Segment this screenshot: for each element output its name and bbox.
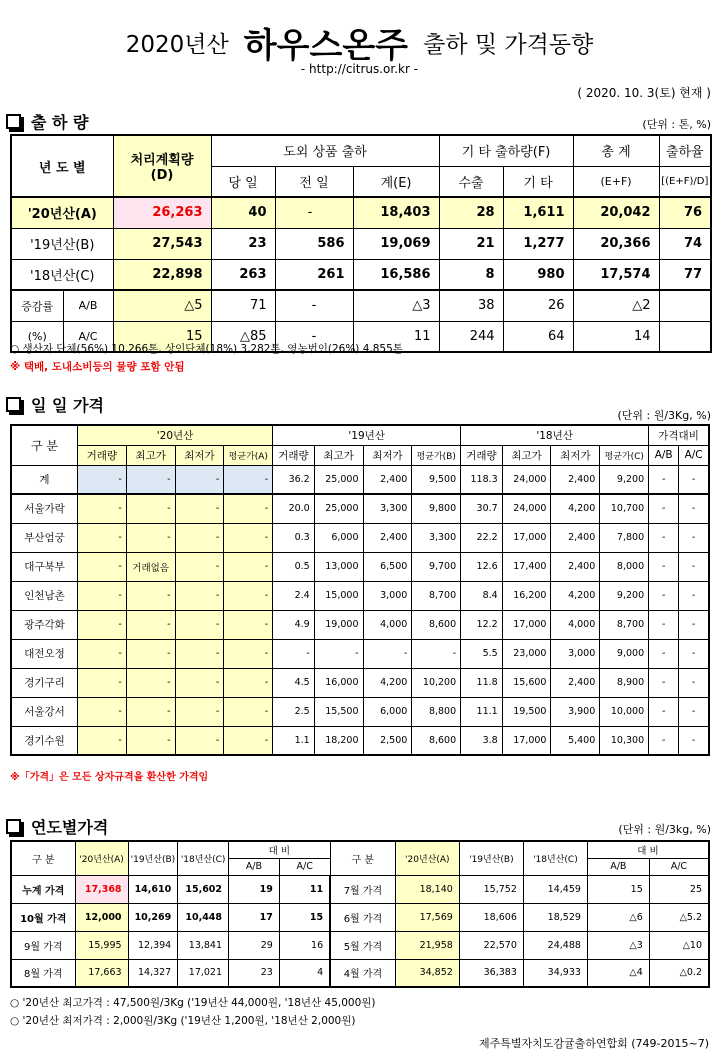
min-price-note: ○ '20년산 최저가격 : 2,000원/3Kg ('19년산 1,200원, '18년산 2,000원)	[10, 1015, 356, 1027]
h-plan: 처리계획량 (D)	[113, 135, 211, 197]
h-gubun: 구 분	[11, 425, 77, 465]
price-note: ※「가격」은 모든 상자규격을 환산한 가격임	[10, 772, 209, 783]
h-y20: '20년산	[77, 425, 272, 445]
h-export: 수출	[439, 166, 503, 197]
daily-section-title: 일 일 가격	[6, 393, 104, 416]
table-row: 계 - - - - 36.2 25,000 2,400 9,500 118.3 24,000 2,400 9,200 - -	[11, 465, 709, 494]
table-row: 인천남촌 - - - - 2.4 15,000 3,000 8,700 8.4 16,200 4,200 9,200 - -	[11, 581, 709, 610]
h-other: 기 타	[503, 166, 573, 197]
table-row: 대전오정 - - - - - - - - 5.5 23,000 3,000 9,000 - -	[11, 639, 709, 668]
title-main: 하우스온주	[243, 26, 409, 66]
yearly-table: 구 분 '20년산(A) '19년산(B) '18년산(C) 대 비 구 분 '20년산(A) '19년산(B) '18년산(C) 대 비 A/B A/C A/B A/C 누계 가격 17,368 14,610 15,602 19 11 7월 가격 18,140 15,752 14,459 15 25 10월 가격 12,000 10,269 10,448 17 15 6월 가격 17,569 18,606 18,529 △6 △5.2 9월 가격 15,995 12,394 13,841 29 16 5월 가격 21,958 22,570 24,488 △3 △10 8월 가격 17,663 14,327 17,021 23 4 4월 가격 34,852 36,383 34,933 △4 △0.2	[10, 840, 710, 988]
h-sum: 계(E)	[353, 166, 439, 197]
footer-org: 제주특별자치도감귤출하연합회 (749-2015~7)	[478, 1037, 709, 1050]
table-row: 경기수원 - - - - 1.1 18,200 2,500 8,600 3.8 17,000 5,400 10,300 - -	[11, 726, 709, 755]
daily-unit: (단위 : 원/3Kg, %)	[617, 409, 711, 422]
table-row: '18년산(C) 22,898 263 261 16,586 8 980 17,574 77	[11, 259, 711, 290]
h-year: 년 도 별	[11, 135, 113, 197]
daily-table: 구 분 '20년산 '19년산 '18년산 가격대비 거래량 최고가 최저가 평균가(A) 거래량 최고가 최저가 평균가(B) 거래량 최고가 최저가 평균가(C) A/B A/C 계 - - - - 36.2 25,000 2,400 9,500 118.3 24,000 2,400 9,200 - - 서울가락 - - - - 20.0 25,000 3,300 9,800 30.7 24,000 4,200 10,700 - - 부산엄궁 - - - - 0.3 6,000 2,400 3,300 22.2 17,000 2,400 7,800 - - 대구북부 - 거래없음 - - 0.5 13,000 6,500 9,700 12.6 17,400 2,400 8,000 - - 인천남촌 - - - - 2.4 15,000 3,000 8,700 8.4 16,200 4,200 9,200 - - 광주각화 - - - - 4.9 19,000 4,000 8,600 12.2 17,000 4,000 8,700 - - 대전오정 - - - - - - - - 5.5 23,000 3,000 9,000 - - 경기구리 - - - - 4.5 16,000 4,200 10,200 11.8 15,600 2,400 8,900 - - 서울강서 - - - - 2.5 15,500 6,000 8,800 11.1 19,500 3,900 10,000 - - 경기수원 - - - - 1.1 18,200 2,500 8,600 3.8 17,000 5,400 10,300 - -	[10, 424, 710, 756]
yearly-section-title: 연도별가격	[6, 815, 108, 838]
table-row: (%) A/C 15 △85 - 11 244 64 14	[11, 321, 711, 352]
delivery-note: ※ 택배, 도내소비등의 물량 포함 안됨	[10, 361, 185, 373]
h-total: 총 계	[573, 135, 659, 166]
table-row: 광주각화 - - - - 4.9 19,000 4,000 8,600 12.2 17,000 4,000 8,700 - -	[11, 610, 709, 639]
title-sub: 출하 및 가격동향	[423, 32, 594, 58]
h-y18: '18년산	[461, 425, 649, 445]
h-etc: 기 타 출하량(F)	[439, 135, 573, 166]
report-title	[0, 18, 719, 67]
h-rate-sub: [(E+F)/D]	[659, 166, 711, 197]
table-row: 누계 가격 17,368 14,610 15,602 19 11 7월 가격 18,140 15,752 14,459 15 25	[11, 875, 709, 903]
max-price-note: ○ '20년산 최고가격 : 47,500원/3Kg ('19년산 44,000원, '18년산 45,000원)	[10, 997, 376, 1009]
table-row: '20년산(A) 26,263 40 - 18,403 28 1,611 20,042 76	[11, 197, 711, 228]
checkbox-icon	[6, 819, 21, 834]
table-row: 10월 가격 12,000 10,269 10,448 17 15 6월 가격 17,569 18,606 18,529 △6 △5.2	[11, 903, 709, 931]
checkbox-icon	[6, 397, 21, 412]
shipment-unit: (단위 : 톤, %)	[642, 118, 711, 131]
title-year: 2020년산	[125, 32, 229, 58]
h-prev: 전 일	[275, 166, 353, 197]
shipment-table	[10, 134, 712, 353]
report-date: ( 2020. 10. 3(토) 현재 )	[577, 86, 711, 100]
h-y19: '19년산	[273, 425, 461, 445]
table-row: 부산엄궁 - - - - 0.3 6,000 2,400 3,300 22.2 17,000 2,400 7,800 - -	[11, 523, 709, 552]
h-rate: 출하율	[659, 135, 711, 166]
h-total-sub: (E+F)	[573, 166, 659, 197]
site-url[interactable]: - http://citrus.or.kr -	[300, 62, 419, 76]
producer-note: ○ 생산자 단체(56%) 10,266톤, 상인단체(18%) 3,282톤, 영농법인(26%) 4,855톤	[10, 343, 403, 355]
table-row: 증감률 A/B △5 71 - △3 38 26 △2	[11, 290, 711, 321]
h-cmp: 가격대비	[649, 425, 709, 445]
table-row: 9월 가격 15,995 12,394 13,841 29 16 5월 가격 21,958 22,570 24,488 △3 △10	[11, 931, 709, 959]
yearly-unit: (단위 : 원/3kg, %)	[618, 823, 711, 836]
checkbox-icon	[6, 114, 21, 129]
table-row: 8월 가격 17,663 14,327 17,021 23 4 4월 가격 34,852 36,383 34,933 △4 △0.2	[11, 959, 709, 987]
table-row: 대구북부 - 거래없음 - - 0.5 13,000 6,500 9,700 12.6 17,400 2,400 8,000 - -	[11, 552, 709, 581]
shipment-section-title: 출 하 량	[6, 110, 89, 133]
table-row: '19년산(B) 27,543 23 586 19,069 21 1,277 20,366 74	[11, 228, 711, 259]
h-out: 도외 상품 출하	[211, 135, 439, 166]
h-day: 당 일	[211, 166, 275, 197]
table-row: 경기구리 - - - - 4.5 16,000 4,200 10,200 11.8 15,600 2,400 8,900 - -	[11, 668, 709, 697]
table-row: 서울강서 - - - - 2.5 15,500 6,000 8,800 11.1 19,500 3,900 10,000 - -	[11, 697, 709, 726]
table-row: 서울가락 - - - - 20.0 25,000 3,300 9,800 30.7 24,000 4,200 10,700 - -	[11, 494, 709, 523]
